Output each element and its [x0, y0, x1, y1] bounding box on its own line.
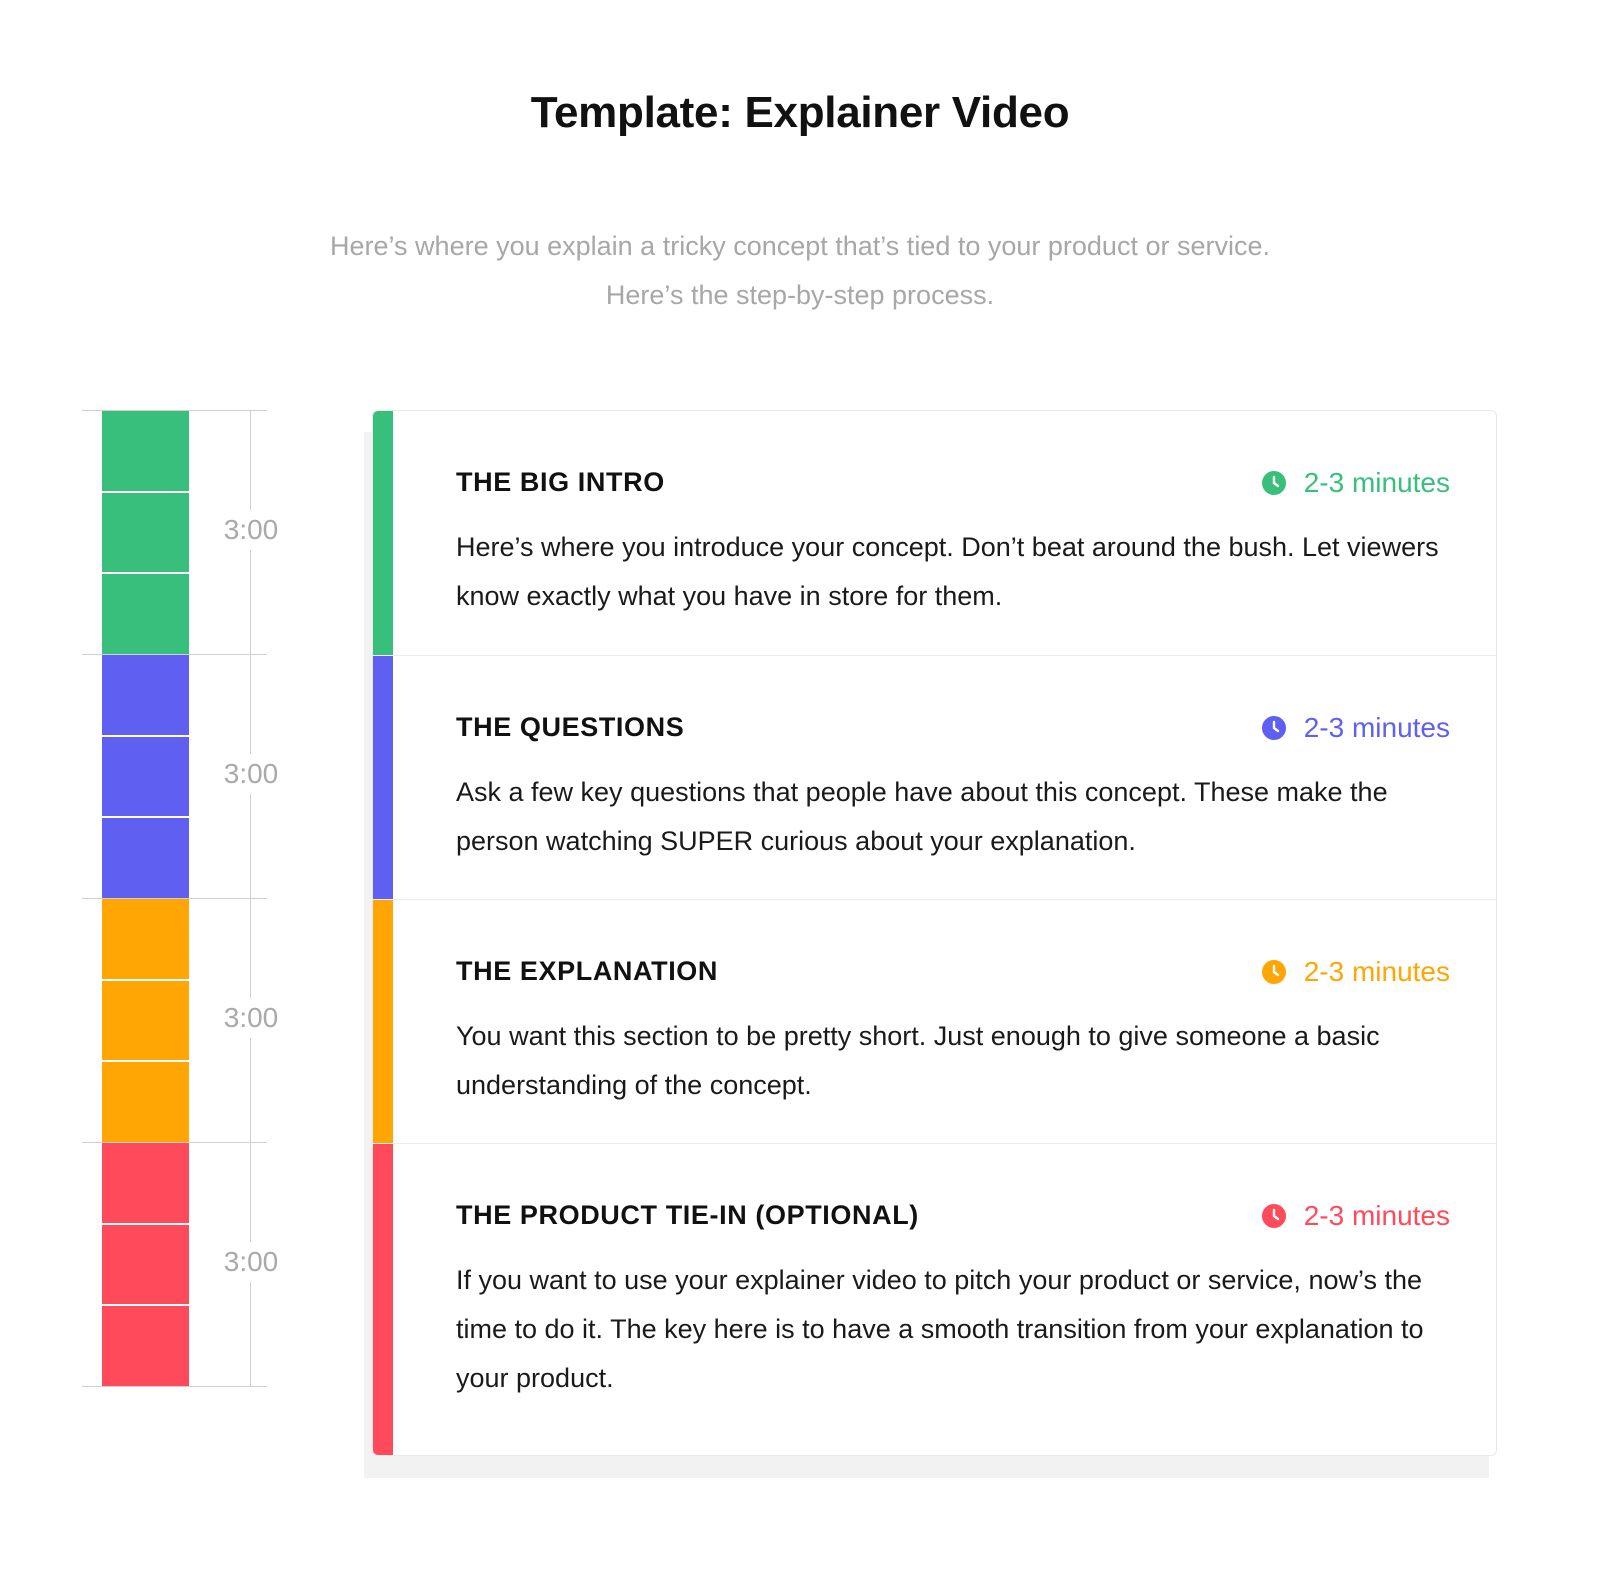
page-subtitle [0, 222, 1600, 320]
section-title: THE EXPLANATION [456, 956, 719, 986]
section-description: Here’s where you introduce your concept. Don’t beat around the bush. Let viewers know exactly what you have in store for them. [456, 532, 1439, 611]
step-section-intro [373, 411, 1496, 655]
section-duration [1262, 1200, 1450, 1232]
timeline [80, 410, 300, 1406]
segment-divider [102, 816, 189, 818]
step-section-questions [373, 655, 1496, 900]
section-description: You want this section to be pretty short. Just enough to give someone a basic understanding of the concept. [456, 1021, 1380, 1100]
clock-icon [1262, 960, 1286, 984]
step-section-product [373, 1143, 1496, 1456]
clock-icon [1262, 716, 1286, 740]
timeline-time-label: 3:00 [216, 1242, 286, 1282]
timeline-time-label: 3:00 [216, 510, 286, 550]
duration-label: 2-3 minutes [1303, 956, 1450, 987]
timeline-tick [82, 410, 267, 411]
section-color-bar [373, 411, 393, 655]
section-title: THE QUESTIONS [456, 712, 685, 742]
timeline-tick [82, 654, 267, 655]
segment-divider [102, 572, 189, 574]
timeline-tick [82, 1386, 267, 1387]
subtitle-line-1: Here’s where you explain a tricky concept that’s tied to your product or service. [330, 231, 1270, 261]
section-duration [1262, 712, 1450, 744]
timeline-tick [82, 1142, 267, 1143]
section-title: THE BIG INTRO [456, 467, 665, 497]
section-title: THE PRODUCT TIE-IN (OPTIONAL) [456, 1200, 919, 1230]
segment-divider [102, 1060, 189, 1062]
step-section-explanation [373, 899, 1496, 1144]
page-title: Template: Explainer Video [530, 88, 1070, 137]
timeline-time-label: 3:00 [216, 998, 286, 1038]
duration-label: 2-3 minutes [1303, 712, 1450, 743]
section-color-bar [373, 656, 393, 900]
section-description: Ask a few key questions that people have about this concept. These make the person watching SUPER curious about your explanation. [456, 777, 1388, 856]
duration-label: 2-3 minutes [1303, 467, 1450, 498]
timeline-segment-explanation [102, 898, 189, 1142]
section-duration [1262, 956, 1450, 988]
segment-divider [102, 1304, 189, 1306]
section-color-bar [373, 900, 393, 1144]
steps-card [372, 410, 1497, 1456]
timeline-time-label: 3:00 [216, 754, 286, 794]
timeline-segment-intro [102, 410, 189, 654]
segment-divider [102, 1223, 189, 1225]
segment-divider [102, 735, 189, 737]
duration-label: 2-3 minutes [1303, 1200, 1450, 1231]
section-color-bar [373, 1144, 393, 1456]
section-description: If you want to use your explainer video to pitch your product or service, now’s the time to do it. The key here is to have a smooth transition from your explanation to your product. [456, 1265, 1424, 1393]
segment-divider [102, 979, 189, 981]
clock-icon [1262, 471, 1286, 495]
subtitle-line-2: Here’s the step-by-step process. [605, 280, 995, 310]
timeline-segment-questions [102, 654, 189, 898]
clock-icon [1262, 1204, 1286, 1228]
segment-divider [102, 491, 189, 493]
timeline-tick [82, 898, 267, 899]
timeline-segment-product [102, 1142, 189, 1386]
section-duration [1262, 467, 1450, 499]
